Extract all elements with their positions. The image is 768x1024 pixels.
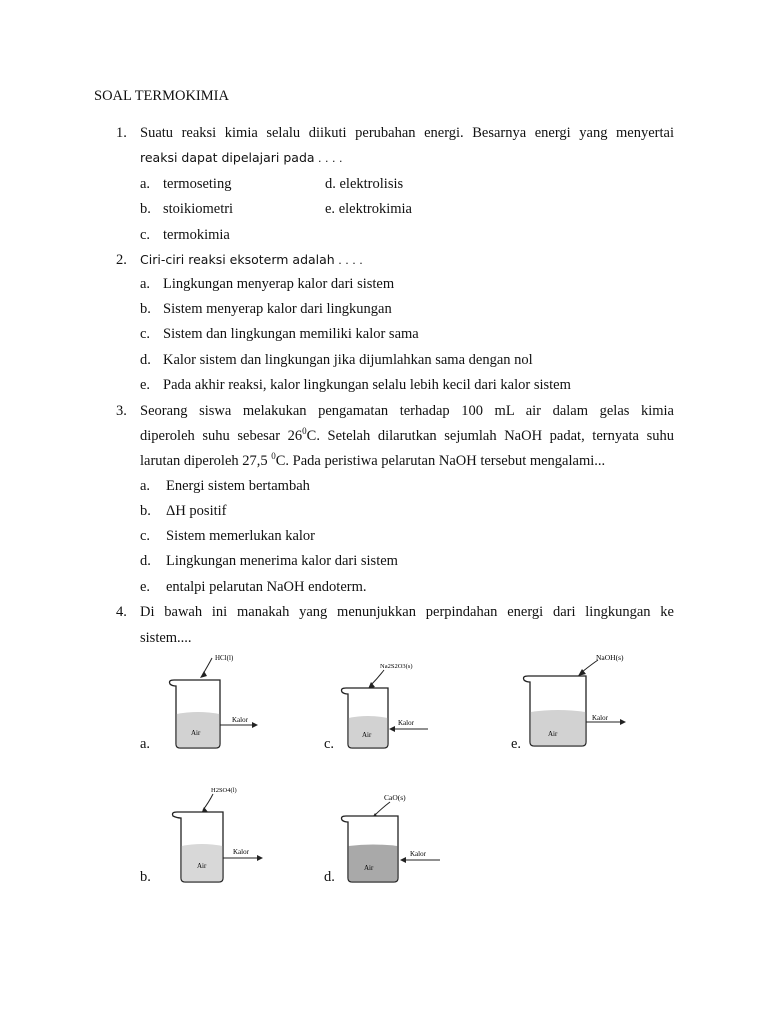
q3-line2-sup: 0 [302,426,307,437]
figure-label-b: b. [140,869,151,885]
q3-line3-post: C. Pada peristiwa pelarutan NaOH tersebut mengalami... [275,453,606,469]
q3-line2-pre: diperoleh suhu sebesar 26 [140,428,303,444]
q3-text-line2 [140,428,674,445]
q2-number: 2. [116,252,127,268]
heat-label-d: Kalor [410,850,426,858]
q4-number: 4. [116,604,127,620]
q1-option-d-text: elektrolisis [339,176,404,192]
q4-text-line2: sistem.... [140,630,192,646]
heat-arrow-head-b [257,855,263,861]
q2-option-a-letter: a. [140,276,151,292]
beaker-liquid-e [531,710,586,745]
reagent-label-a: HCl(l) [215,654,234,662]
q2-option-b: Sistem menyerap kalor dari lingkungan [163,301,392,317]
heat-arrow-head-a [252,722,258,728]
q3-line3-sup: 0 [271,451,276,462]
q1-option-c-letter: c. [140,227,151,243]
q2-option-b-letter: b. [140,301,151,317]
q1-text-line2 [140,150,343,165]
q3-number: 3. [116,403,127,419]
reagent-arrow-b [203,794,213,810]
reagent-label-e: NaOH(s) [596,653,624,662]
reagent-label-c: Na2S2O3(s) [380,663,413,670]
q3-option-a: Energi sistem bertambah [166,478,310,494]
heat-arrow-head-e [620,719,626,725]
q1-number: 1. [116,125,127,141]
q1-option-e-text: elektrokimia [338,201,412,217]
q3-option-c-letter: c. [140,528,151,544]
q3-option-d-letter: d. [140,553,151,569]
q2-option-c: Sistem dan lingkungan memiliki kalor sama [163,326,419,342]
reagent-arrow-d [374,802,390,816]
q1-option-d [325,176,403,193]
q2-dots: . . . . [334,254,363,267]
q1-option-b: stoikiometri [163,201,234,217]
heat-arrow-head-c [389,726,395,732]
q1-text-line2-main: reaksi dapat dipelajari pada [140,150,315,165]
page-title: SOAL TERMOKIMIA [94,88,229,104]
q1-option-e-letter: e. [325,201,336,217]
q1-option-c: termokimia [163,227,230,243]
heat-label-e: Kalor [592,714,608,722]
reagent-arrow-head-a [200,671,207,678]
water-label-e: Air [548,730,558,738]
q3-text-line1: Seorang siswa melakukan pengamatan terhadap 100 mL air dalam gelas kimia [140,403,674,419]
q1-text-line1: Suatu reaksi kimia selalu diikuti perubahan energi. Besarnya energi yang menyertai [140,125,674,141]
heat-label-c: Kalor [398,719,414,727]
beaker-figure-e [520,650,640,750]
q2-option-d-letter: d. [140,352,151,368]
water-label-b: Air [197,862,207,870]
q3-line2-post: C. Setelah dilarutkan sejumlah NaOH padat, ternyata suhu [306,428,674,444]
water-label-a: Air [191,729,201,737]
beaker-figure-a [160,652,270,752]
beaker-figure-b [165,784,275,888]
q3-option-e: entalpi pelarutan NaOH endoterm. [166,579,367,595]
reagent-label-b: H2SO4(l) [211,787,237,794]
beaker-liquid-d [349,845,398,882]
q1-option-d-letter: d. [325,176,336,192]
heat-arrow-head-d [400,857,406,863]
q1-option-e [325,201,412,218]
q3-text-line3 [140,453,605,470]
heat-label-a: Kalor [232,716,248,724]
q3-option-d: Lingkungan menerima kalor dari sistem [166,553,398,569]
q1-option-b-letter: b. [140,201,151,217]
q3-line3-pre: larutan diperoleh 27,5 [140,453,272,469]
water-label-d: Air [364,864,374,872]
figure-label-d: d. [324,869,335,885]
q2-option-e: Pada akhir reaksi, kalor lingkungan selalu lebih kecil dari kalor sistem [163,377,571,393]
figure-label-e: e. [511,736,522,752]
q3-option-e-letter: e. [140,579,151,595]
q2-option-a: Lingkungan menyerap kalor dari sistem [163,276,395,292]
beaker-figure-c [336,656,446,752]
heat-label-b: Kalor [233,848,249,856]
q3-option-b: ΔH positif [166,503,227,519]
q2-option-d: Kalor sistem dan lingkungan jika dijumlahkan sama dengan nol [163,352,533,368]
figure-label-c: c. [324,736,335,752]
beaker-figure-d [338,788,450,888]
q1-dots: . . . . [314,152,343,165]
q4-text-line1: Di bawah ini manakah yang menunjukkan perpindahan energi dari lingkungan ke [140,604,674,620]
q1-option-a: termoseting [163,176,232,192]
water-label-c: Air [362,731,372,739]
reagent-label-d: CaO(s) [384,793,406,802]
figure-label-a: a. [140,736,151,752]
q3-option-b-letter: b. [140,503,151,519]
q2-option-e-letter: e. [140,377,151,393]
q3-option-c: Sistem memerlukan kalor [166,528,315,544]
q2-text-main: Ciri-ciri reaksi eksoterm adalah [140,252,335,267]
q2-text [140,252,363,267]
q1-option-a-letter: a. [140,176,151,192]
q3-option-a-letter: a. [140,478,151,494]
q2-option-c-letter: c. [140,326,151,342]
